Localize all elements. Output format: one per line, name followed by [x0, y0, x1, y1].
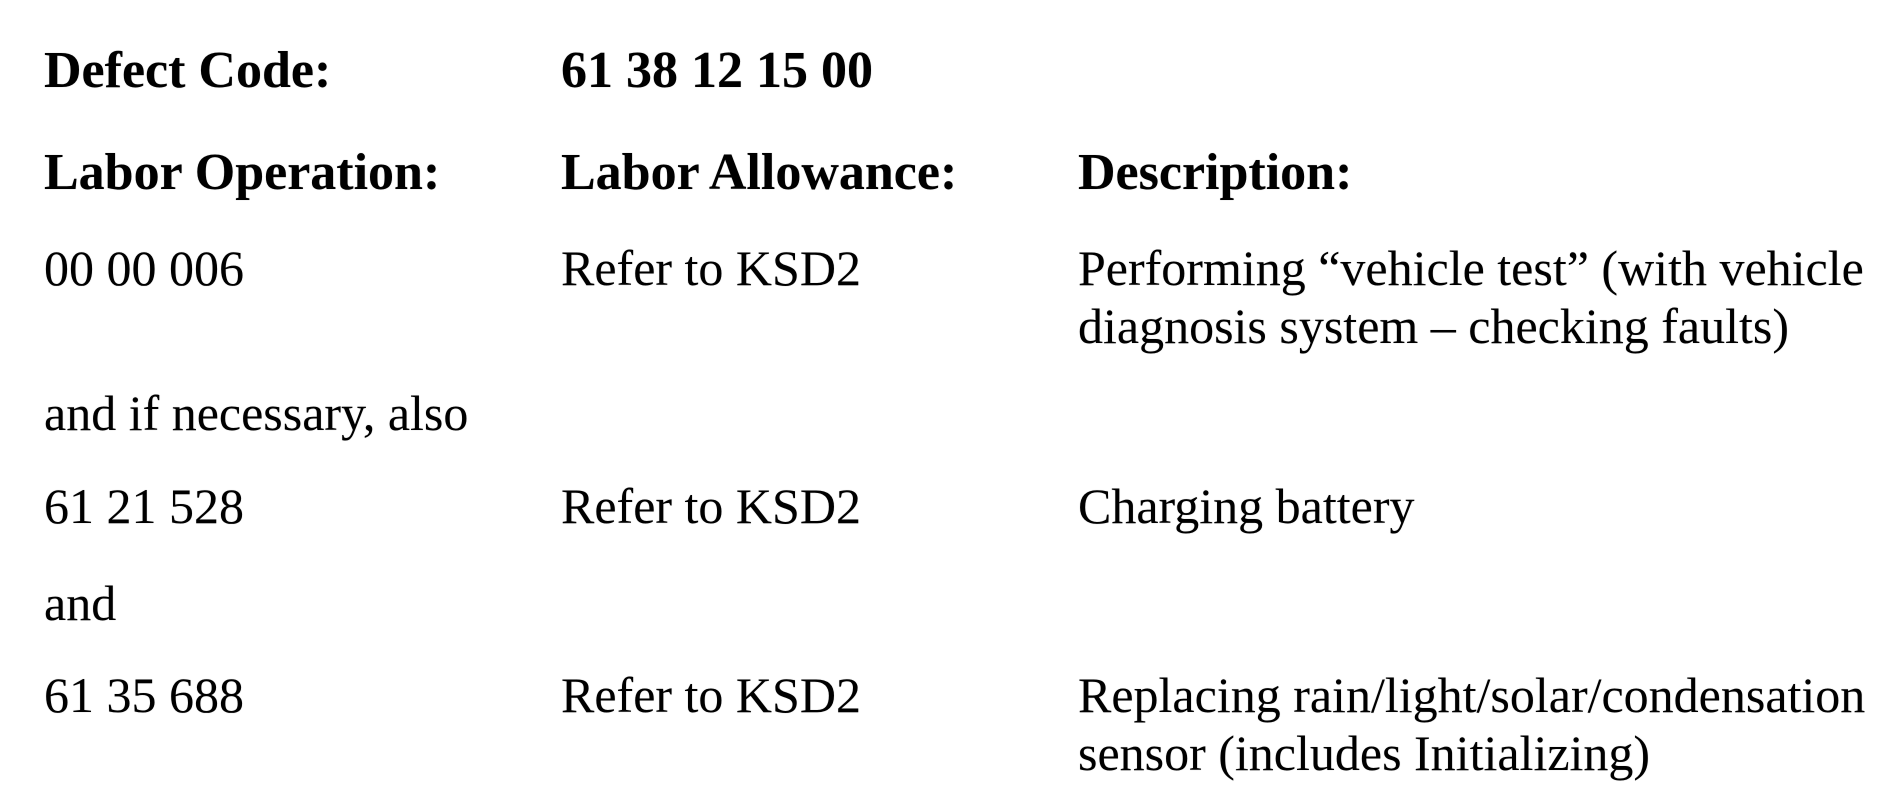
description-value: [1078, 666, 1865, 782]
connector-text: and: [44, 575, 117, 631]
description-line: sensor (includes Initializing): [1078, 725, 1651, 781]
column-header-description: Description:: [1078, 144, 1353, 201]
column-header-labor-operation: Labor Operation:: [44, 144, 441, 201]
description-line: Replacing rain/light/solar/condensation: [1078, 667, 1866, 723]
labor-operation-value: 61 35 688: [44, 667, 244, 723]
description-line: diagnosis system – checking faults): [1078, 298, 1789, 354]
description-value: [1078, 239, 1864, 355]
description-line: Performing “vehicle test” (with vehicle: [1078, 240, 1864, 296]
labor-allowance-value: Refer to KSD2: [561, 240, 861, 296]
labor-allowance-value: Refer to KSD2: [561, 478, 861, 534]
labor-operation-value: 00 00 006: [44, 240, 244, 296]
labor-operation-value: 61 21 528: [44, 478, 244, 534]
labor-allowance-value: Refer to KSD2: [561, 667, 861, 723]
column-header-labor-allowance: Labor Allowance:: [561, 144, 958, 201]
description-value: [1078, 477, 1415, 535]
defect-code-value: 61 38 12 15 00: [561, 42, 873, 99]
connector-text: and if necessary, also: [44, 385, 469, 441]
defect-code-label: Defect Code:: [44, 42, 332, 99]
description-line: Charging battery: [1078, 478, 1415, 534]
